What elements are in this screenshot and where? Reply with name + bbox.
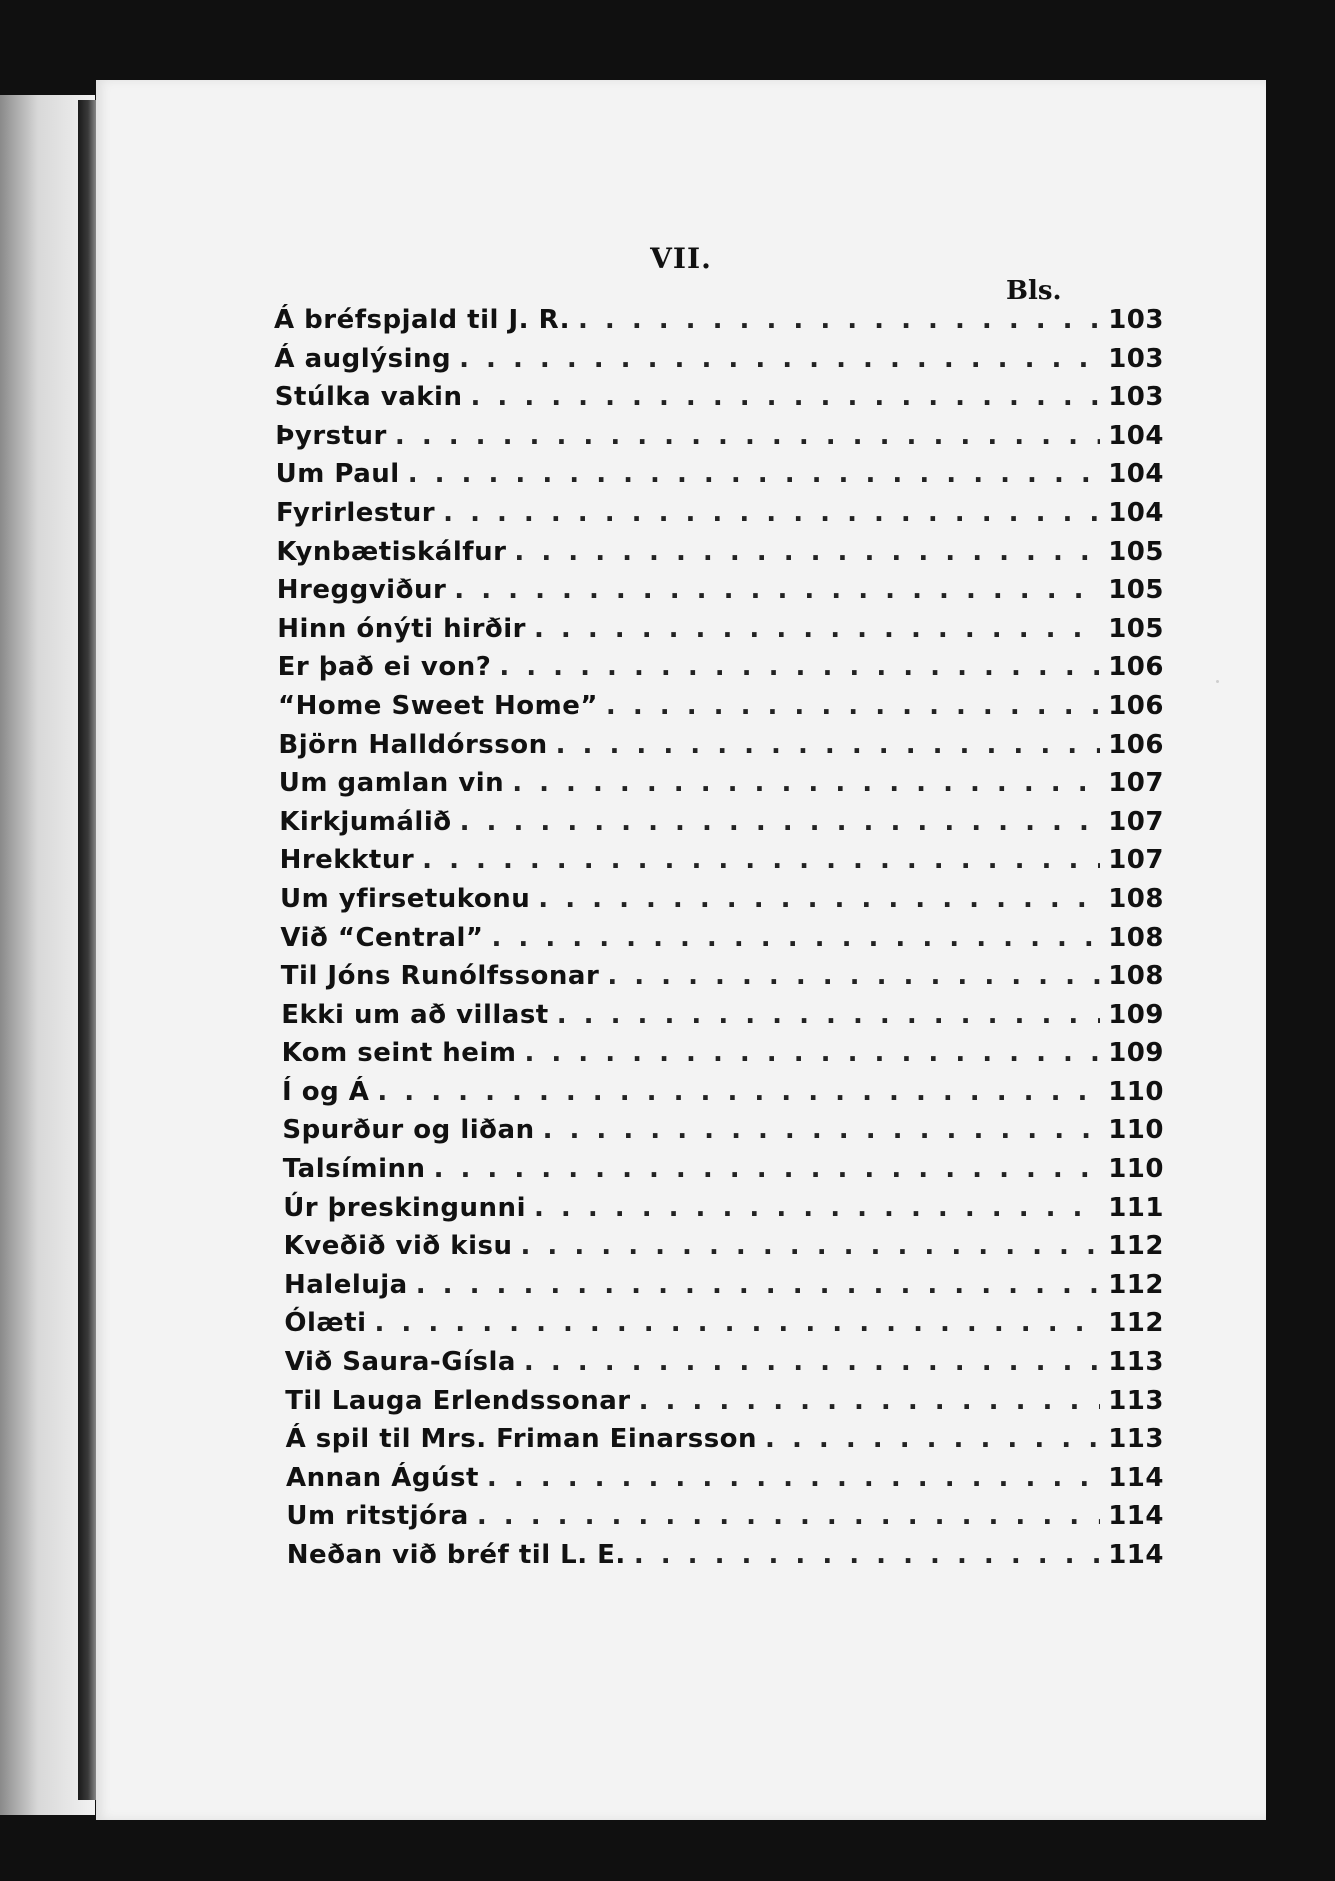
book-spine	[78, 100, 98, 1800]
toc-entry-title: Fyrirlestur	[276, 497, 436, 528]
toc-dot-leader	[534, 614, 1100, 644]
toc-entry-page: 105	[1108, 613, 1164, 644]
page-number: VII.	[650, 242, 712, 275]
toc-entry-title: Neðan við bréf til L. E.	[286, 1540, 626, 1570]
toc-entry-title: “Home Sweet Home”	[278, 690, 598, 721]
toc-entry	[276, 537, 1164, 576]
toc-dot-leader	[416, 1270, 1100, 1300]
toc-entry	[276, 498, 1164, 537]
toc-entry-title: Spurður og liðan	[282, 1115, 535, 1146]
toc-entry-page: 103	[1108, 382, 1164, 413]
toc-entry	[275, 382, 1164, 421]
toc-entry	[278, 691, 1164, 730]
toc-page	[96, 80, 1266, 1820]
toc-entry	[283, 1193, 1164, 1232]
toc-entry-page: 108	[1108, 883, 1164, 914]
toc-dot-leader	[459, 344, 1100, 374]
toc-entry-title: Hinn ónýti hirðir	[277, 613, 526, 644]
toc-entry-title: Til Jóns Runólfssonar	[280, 961, 600, 992]
toc-entry-page: 114	[1108, 1462, 1164, 1493]
toc-entry	[282, 1077, 1164, 1116]
toc-entry	[285, 1347, 1164, 1386]
toc-entry-title: Annan Ágúst	[286, 1462, 479, 1493]
toc-entry-title: Við Saura-Gísla	[284, 1347, 516, 1378]
toc-entry-page: 112	[1108, 1231, 1164, 1262]
toc-dot-leader	[499, 652, 1100, 682]
toc-entry-page: 106	[1108, 729, 1164, 760]
toc-entry-page: 105	[1108, 536, 1164, 567]
toc-dot-leader	[512, 768, 1100, 798]
toc-entry	[286, 1463, 1164, 1502]
toc-entry-page: 104	[1108, 497, 1164, 528]
toc-entry-title: Kirkjumálið	[279, 806, 452, 837]
toc-entry-page: 114	[1108, 1501, 1164, 1532]
toc-entry-page: 109	[1108, 999, 1164, 1030]
toc-entry-page: 108	[1108, 922, 1164, 953]
toc-entry-title: Um ritstjóra	[286, 1501, 469, 1532]
toc-dot-leader	[514, 537, 1100, 567]
toc-entry	[284, 1270, 1164, 1309]
toc-dot-leader	[487, 1463, 1100, 1493]
toc-dot-leader	[634, 1540, 1100, 1570]
toc-entry	[280, 923, 1164, 962]
toc-entry	[280, 845, 1164, 884]
toc-entry	[283, 1154, 1164, 1193]
toc-entry-title: Stúlka vakin	[274, 382, 463, 413]
toc-dot-leader	[606, 691, 1100, 721]
toc-entry-title: Úr þreskingunni	[283, 1192, 526, 1223]
toc-dot-leader	[443, 498, 1100, 528]
toc-entry-title: Um yfirsetukonu	[280, 883, 531, 914]
toc-entry-page: 105	[1108, 575, 1164, 606]
toc-dot-leader	[408, 459, 1101, 489]
toc-dot-leader	[422, 845, 1100, 875]
toc-entry-title: Haleluja	[284, 1269, 408, 1300]
toc-entry-page: 104	[1108, 459, 1164, 490]
toc-entry-title: Þyrstur	[275, 420, 387, 451]
toc-dot-leader	[538, 884, 1100, 914]
toc-dot-leader	[607, 961, 1100, 991]
toc-entry-page: 103	[1108, 343, 1164, 374]
toc-dot-leader	[524, 1038, 1100, 1068]
toc-dot-leader	[395, 421, 1100, 451]
toc-entry	[275, 421, 1164, 460]
toc-entry-page: 112	[1108, 1308, 1164, 1339]
toc-entry	[287, 1540, 1164, 1579]
toc-entry	[279, 768, 1164, 807]
toc-entry	[276, 459, 1164, 498]
toc-entry-page: 104	[1108, 420, 1164, 451]
toc-entry-page: 114	[1108, 1540, 1164, 1570]
toc-dot-leader	[520, 1231, 1100, 1261]
toc-entry-title: Ólæti	[284, 1308, 367, 1339]
toc-entry-page: 108	[1108, 961, 1164, 992]
toc-entry	[286, 1424, 1164, 1463]
paper-speck	[1216, 680, 1219, 683]
toc-dot-leader	[543, 1115, 1101, 1145]
toc-entry-title: Kveðið við kisu	[283, 1231, 513, 1262]
toc-dot-leader	[434, 1154, 1101, 1184]
toc-entry-page: 111	[1108, 1192, 1164, 1223]
toc-entry-title: Við “Central”	[280, 922, 484, 953]
toc-entry-page: 107	[1108, 768, 1164, 799]
toc-entry-title: Til Lauga Erlendssonar	[285, 1385, 631, 1416]
page-column-header: Bls.	[1006, 276, 1062, 306]
toc-entry-page: 107	[1108, 806, 1164, 837]
toc-entry-page: 110	[1108, 1115, 1164, 1146]
toc-entry-title: Kynbætiskálfur	[276, 536, 507, 567]
toc-entry-page: 110	[1108, 1154, 1164, 1185]
toc-entry-title: Hreggviður	[276, 575, 447, 606]
toc-entry	[278, 652, 1164, 691]
toc-entry	[281, 961, 1164, 1000]
toc-entry	[284, 1308, 1164, 1347]
toc-entry-page: 113	[1108, 1347, 1164, 1378]
toc-entry-title: Talsíminn	[282, 1154, 426, 1185]
toc-entry-page: 106	[1108, 652, 1164, 683]
toc-dot-leader	[534, 1193, 1100, 1223]
toc-entry-title: Um Paul	[275, 459, 400, 490]
toc-entry	[279, 807, 1164, 846]
toc-entry	[277, 575, 1164, 614]
toc-entry	[286, 1501, 1164, 1540]
toc-dot-leader	[375, 1308, 1101, 1338]
toc-entry-title: Í og Á	[282, 1076, 370, 1107]
toc-entry	[280, 884, 1164, 923]
toc-dot-leader	[454, 575, 1100, 605]
toc-dot-leader	[460, 807, 1101, 837]
toc-entry	[278, 730, 1164, 769]
toc-entry-title: Er það ei von?	[277, 652, 492, 683]
toc-entry-title: Björn Halldórsson	[278, 729, 548, 760]
table-of-contents	[274, 305, 1164, 1579]
toc-entry-page: 110	[1108, 1076, 1164, 1107]
toc-dot-leader	[477, 1501, 1100, 1531]
toc-entry-title: Á spil til Mrs. Friman Einarsson	[285, 1424, 758, 1455]
toc-entry-page: 106	[1108, 690, 1164, 721]
toc-dot-leader	[377, 1077, 1100, 1107]
toc-entry	[274, 344, 1164, 383]
toc-entry	[274, 305, 1164, 344]
toc-entry-page: 107	[1108, 845, 1164, 876]
toc-entry-page: 113	[1108, 1424, 1164, 1455]
toc-entry-title: Um gamlan vin	[278, 768, 505, 799]
toc-entry-page: 109	[1108, 1038, 1164, 1069]
toc-entry-title: Á bréfspjald til J. R.	[274, 305, 570, 335]
toc-entry-title: Hrekktur	[279, 845, 415, 876]
toc-entry	[277, 614, 1164, 653]
toc-entry	[285, 1386, 1164, 1425]
toc-dot-leader	[556, 730, 1101, 760]
toc-dot-leader	[639, 1386, 1101, 1416]
toc-dot-leader	[524, 1347, 1100, 1377]
toc-dot-leader	[557, 1000, 1100, 1030]
toc-entry-page: 103	[1108, 305, 1164, 335]
toc-dot-leader	[492, 923, 1101, 953]
toc-entry-page: 112	[1108, 1269, 1164, 1300]
toc-entry	[284, 1231, 1164, 1270]
toc-entry-page: 113	[1108, 1385, 1164, 1416]
toc-dot-leader	[470, 382, 1100, 412]
toc-entry	[281, 1000, 1164, 1039]
toc-dot-leader	[765, 1424, 1100, 1454]
toc-entry	[282, 1115, 1164, 1154]
toc-dot-leader	[578, 305, 1100, 335]
toc-entry-title: Á auglýsing	[274, 343, 452, 374]
toc-entry-title: Ekki um að villast	[281, 999, 549, 1030]
toc-entry	[282, 1038, 1164, 1077]
toc-entry-title: Kom seint heim	[281, 1038, 517, 1069]
